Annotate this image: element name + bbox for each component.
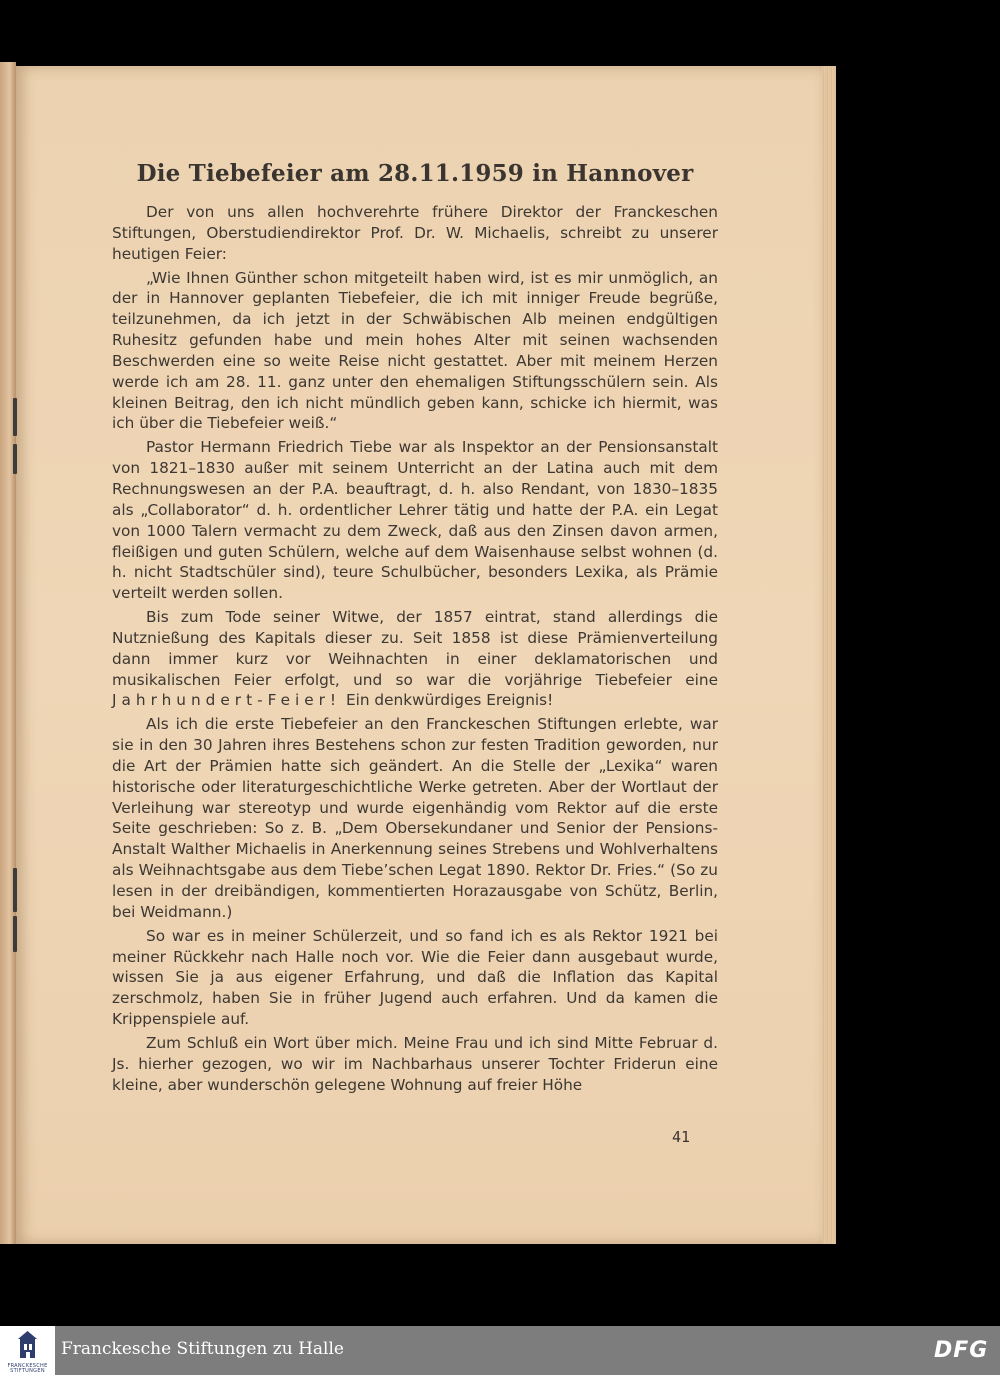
paragraph: Als ich die erste Tiebefeier an den Franckeschen Stiftungen erlebte, war sie in den 30 Jahren ihres Bestehens schon zur festen Tradition geworden, nur die Art der Prämien hatte sich geändert. An die Stelle der „Lexika“ waren historische oder literaturgeschichtliche Werke getreten. Aber der Wortlaut der Verleihung war stereotyp und wurde eigenhändig vom Rektor auf die erste Seite geschrieben: So z. B. „Dem Obersekundaner und Senior der Pensions-Anstalt Walther Michaelis in Anerkennung seines Strebens und Wohlverhaltens als Weihnachtsgabe aus dem Tiebe’schen Legat 1890. Rektor Dr. Fries.“ (So zu lesen in der dreibändigen, kommentierten Horazausgabe von Schütz, Berlin, bei Weidmann.) xyxy=(112,715,718,921)
emphasized-text: Jahrhundert-Feier! xyxy=(112,691,342,710)
binding-staple-bottom xyxy=(13,868,17,912)
paragraph-text: Bis zum Tode seiner Witwe, der 1857 eintrat, stand allerdings die Nutznießung des Kapitals dieser zu. Seit 1858 ist diese Prämienverteilung dann immer kurz vor Weihnachten in einer deklamatorischen und musikalischen Feier erfolgt, und so war die vorjährige Tiebefeier eine xyxy=(112,608,718,689)
binding-staple-top xyxy=(13,398,17,436)
paragraph: So war es in meiner Schülerzeit, und so fand ich es als Rektor 1921 bei meiner Rückkehr nach Halle noch vor. Wie die Feier dann ausgebaut wurde, wissen Sie ja aus eigener Erfahrung, und daß die Inflation das Kapital zerschmolz, haben Sie in früher Jugend auch erfahren. Und da kamen die Krippenspiele auf. xyxy=(112,926,718,1029)
page-stack-edge xyxy=(822,66,836,1244)
facing-page-edge xyxy=(0,62,16,1244)
logo-caption-line: FRANCKESCHE xyxy=(7,1363,48,1369)
building-icon xyxy=(0,1326,55,1364)
logo-caption xyxy=(0,1364,55,1374)
binding-staple-bottom-lower xyxy=(13,916,17,952)
paragraph-text: Ein denkwürdiges Ereignis! xyxy=(345,691,554,710)
paragraph: „Wie Ihnen Günther schon mitgeteilt haben wird, ist es mir unmöglich, an der in Hannover geplanten Tiebefeier, die ich mit inniger Freude begrüße, teilzunehmen, da ich jetzt in der Schwäbischen Alb meinen endgültigen Ruhesitz gefunden habe und mein hohes Alter mit seinen wachsenden Beschwerden eine so weite Reise nicht gestattet. Aber mit meinem Herzen werde ich am 28. 11. ganz unter den ehemaligen Stiftungsschülern sein. Als kleinen Beitrag, den ich nicht mündlich geben kann, schicke ich hiermit, was ich über die Tiebefeier weiß.“ xyxy=(112,268,718,433)
paragraph xyxy=(112,607,718,711)
dfg-logo[interactable]: DFG xyxy=(934,1338,989,1363)
page-title: Die Tiebefeier am 28.11.1959 in Hannover xyxy=(136,160,694,187)
footer-bar xyxy=(0,1326,1000,1375)
institution-name[interactable]: Franckesche Stiftungen zu Halle xyxy=(61,1339,344,1359)
page-number: 41 xyxy=(672,1128,691,1146)
logo-caption-line: STIFTUNGEN xyxy=(10,1368,45,1374)
paragraph: Pastor Hermann Friedrich Tiebe war als Inspektor an der Pensionsanstalt von 1821–1830 außer mit seinem Unterricht an der Latina auch mit dem Rechnungswesen an der P.A. beauftragt, d. h. also Rendant, von 1830–1835 als „Collaborator“ d. h. ordentlicher Lehrer tätig und hatte der P.A. ein Legat von 1000 Talern vermacht zu dem Zweck, daß aus den Zinsen davon armen, fleißigen und guten Schülern, welche auf dem Waisenhause selbst wohnen (d. h. nicht Stadtschüler sind), teure Schulbücher, besonders Lexika, als Prämie verteilt werden sollen. xyxy=(112,438,718,603)
paragraph: Zum Schluß ein Wort über mich. Meine Frau und ich sind Mitte Februar d. Js. hierher gezogen, wo wir im Nachbarhaus unserer Tochter Friderun eine kleine, aber wunderschön gelegene Wohnung auf freier Höhe xyxy=(112,1033,718,1094)
paragraph: Der von uns allen hochverehrte frühere Direktor der Franckeschen Stiftungen, Oberstudiendirektor Prof. Dr. W. Michaelis, schreibt zu unserer heutigen Feier: xyxy=(112,203,718,263)
body-text xyxy=(112,202,718,1098)
institution-logo[interactable] xyxy=(0,1326,55,1375)
binding-staple-top-lower xyxy=(13,444,17,474)
